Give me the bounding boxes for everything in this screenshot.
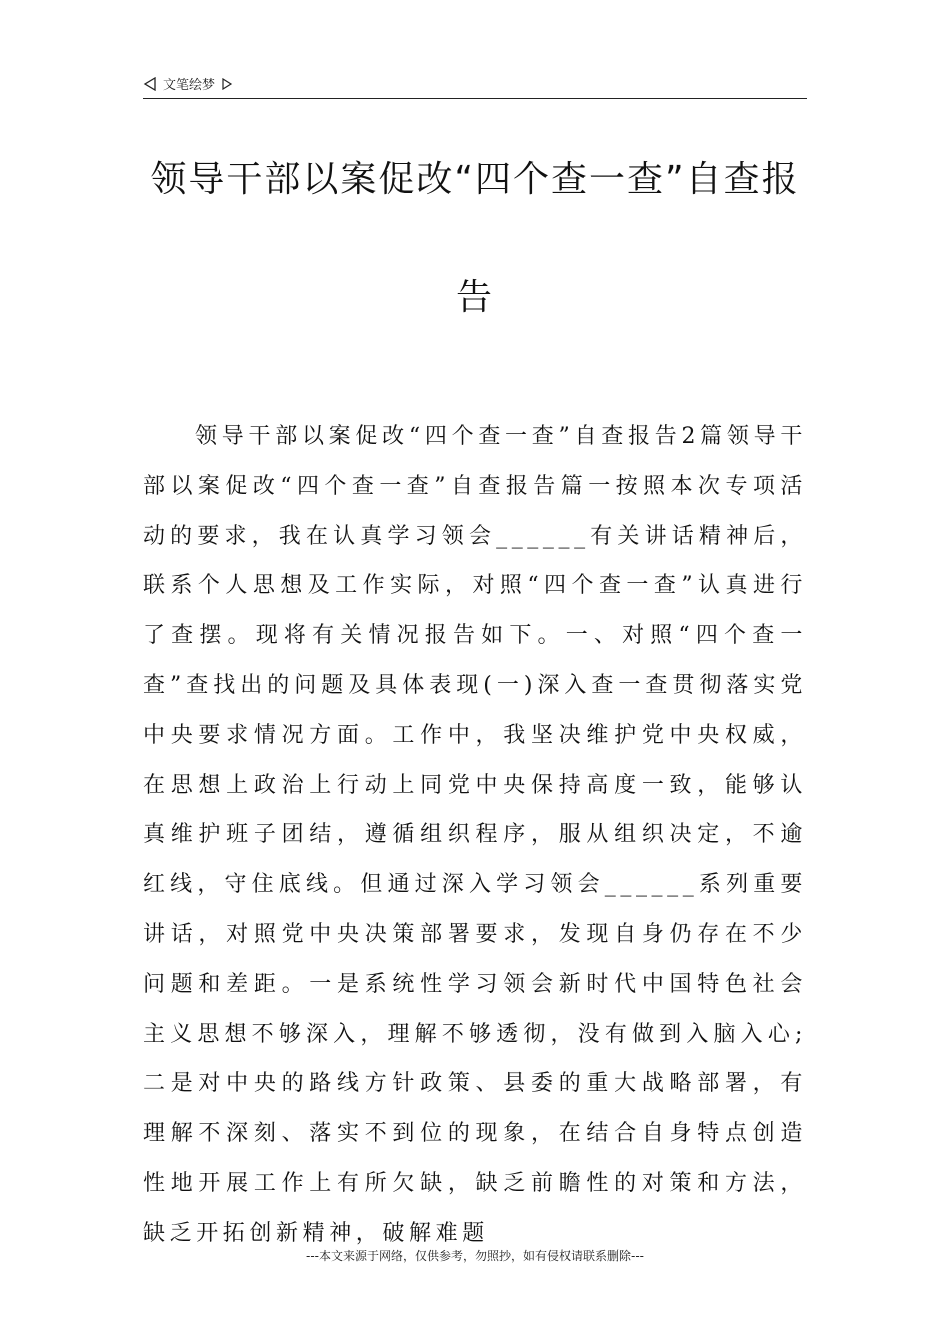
document-title	[143, 150, 807, 386]
footer-notice: ---本文来源于网络，仅供参考，勿照抄，如有侵权请联系删除---	[306, 1249, 644, 1263]
title-line-2: 告	[455, 277, 494, 318]
title-line-1: 领导干部以案促改“四个查一查”自查报	[150, 159, 800, 200]
header-brand: 文笔绘梦	[163, 78, 216, 93]
triangle-right-icon	[221, 78, 233, 90]
body-paragraph: 领导干部以案促改“四个查一查”自查报告2篇领导干部以案促改“四个查一查”自查报告篇一按照本次专项活动的要求，我在认真学习领会______有关讲话精神后，联系个人思想及工作实际，对照“四个查一查”认真进行了查摆。现将有关情况报告如下。一、对照“四个查一查”查找出的问题及具体表现(一)深入查一查贯彻落实党中央要求情况方面。工作中，我坚决维护党中央权威，在思想上政治上行动上同党中央保持高度一致，能够认真维护班子团结，遵循组织程序，服从组织决定，不逾红线，守住底线。但通过深入学习领会______系列重要讲话，对照党中央决策部署要求，发现自身仍存在不少问题和差距。一是系统性学习领会新时代中国特色社会主义思想不够深入，理解不够透彻，没有做到入脑入心;二是对中央的路线方针政策、县委的重大战略部署，有理解不深刻、落实不到位的现象，在结合自身特点创造性地开展工作上有所欠缺，缺乏前瞻性的对策和方法，缺乏开拓创新精神，破解难题	[143, 424, 807, 1246]
triangle-left-icon	[143, 77, 157, 91]
page-header	[143, 72, 807, 99]
header-brand-group	[143, 74, 233, 93]
